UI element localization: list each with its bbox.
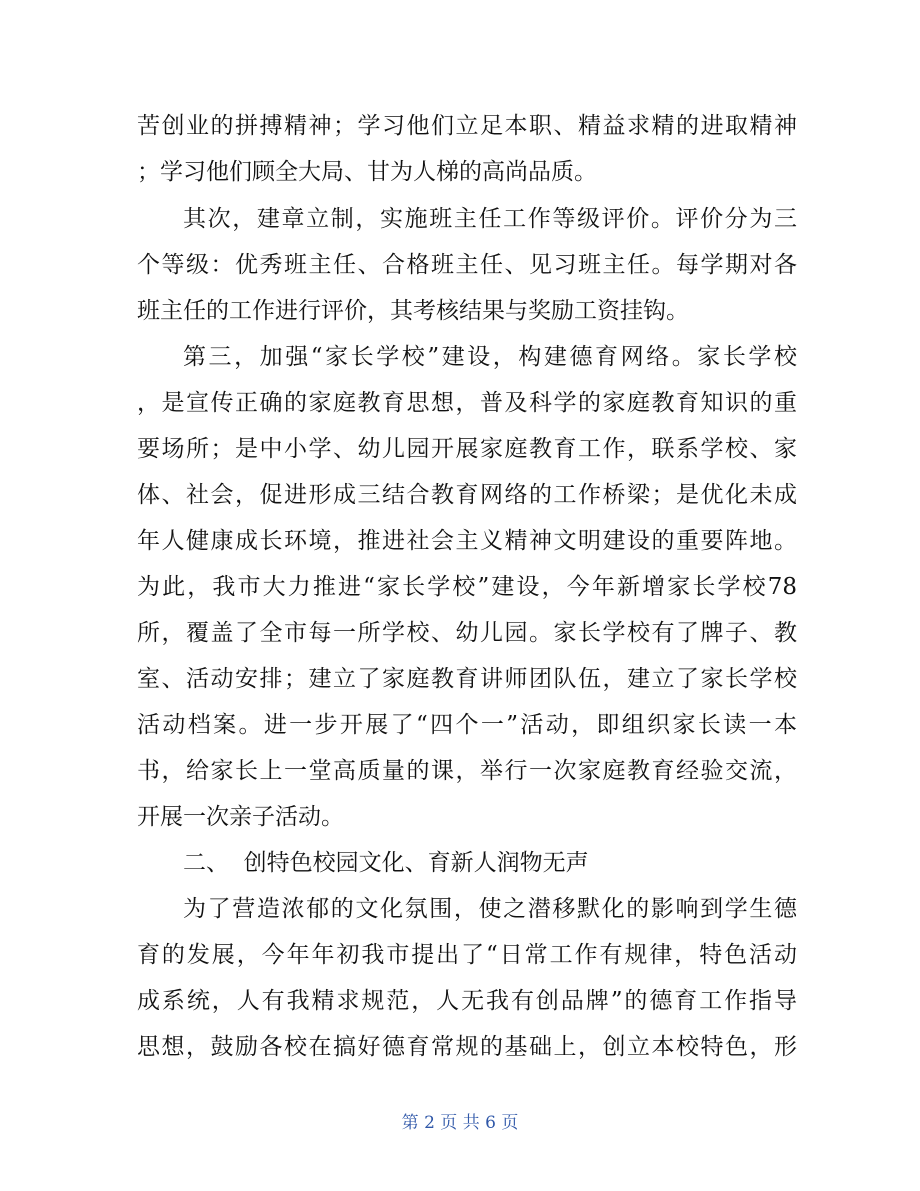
- text-line-10: 年人健康成长环境，推进社会主义精神文明建设的重要阵地。: [137, 528, 797, 554]
- section-heading: 二、 创特色校园文化、育新人润物无声: [183, 850, 589, 876]
- text-line-11: 为此，我市大力推进“家长学校”建设，今年新增家长学校78: [137, 574, 797, 600]
- text-line-13: 室、活动安排；建立了家庭教育讲师团队伍，建立了家长学校: [137, 666, 797, 692]
- text-line-12: 所，覆盖了全市每一所学校、幼儿园。家长学校有了牌子、教: [137, 620, 797, 646]
- text-line-15: 书，给家长上一堂高质量的课，举行一次家庭教育经验交流，: [137, 758, 797, 784]
- text-line-21: 思想，鼓励各校在搞好德育常规的基础上，创立本校特色，形: [137, 1034, 797, 1060]
- text-line-19: 育的发展，今年年初我市提出了“日常工作有规律，特色活动: [137, 942, 797, 968]
- text-line-16: 开展一次亲子活动。: [137, 804, 344, 830]
- text-line-4: 个等级：优秀班主任、合格班主任、见习班主任。每学期对各: [137, 252, 797, 278]
- page-number-footer: 第 2 页 共 6 页: [401, 1113, 519, 1133]
- text-line-8: 要场所；是中小学、幼儿园开展家庭教育工作，联系学校、家: [137, 436, 797, 462]
- text-line-9: 体、社会，促进形成三结合教育网络的工作桥梁；是优化未成: [137, 482, 797, 508]
- text-line-2: ；学习他们顾全大局、甘为人梯的高尚品质。: [137, 159, 597, 185]
- text-line-14: 活动档案。进一步开展了“四个一”活动，即组织家长读一本: [137, 712, 797, 738]
- text-line-7: ，是宣传正确的家庭教育思想，普及科学的家庭教育知识的重: [137, 390, 797, 416]
- text-line-5: 班主任的工作进行评价，其考核结果与奖励工资挂钩。: [137, 298, 689, 324]
- paragraph-start-line-6: 第三，加强“家长学校”建设，构建德育网络。家长学校: [183, 344, 797, 370]
- text-line-20: 成系统，人有我精求规范，人无我有创品牌”的德育工作指导: [137, 988, 797, 1014]
- paragraph-start-line-18: 为了营造浓郁的文化氛围，使之潜移默化的影响到学生德: [183, 896, 797, 922]
- paragraph-start-line-3: 其次，建章立制，实施班主任工作等级评价。评价分为三: [183, 206, 797, 232]
- text-line-1: 苦创业的拼搏精神；学习他们立足本职、精益求精的进取精神: [137, 113, 797, 139]
